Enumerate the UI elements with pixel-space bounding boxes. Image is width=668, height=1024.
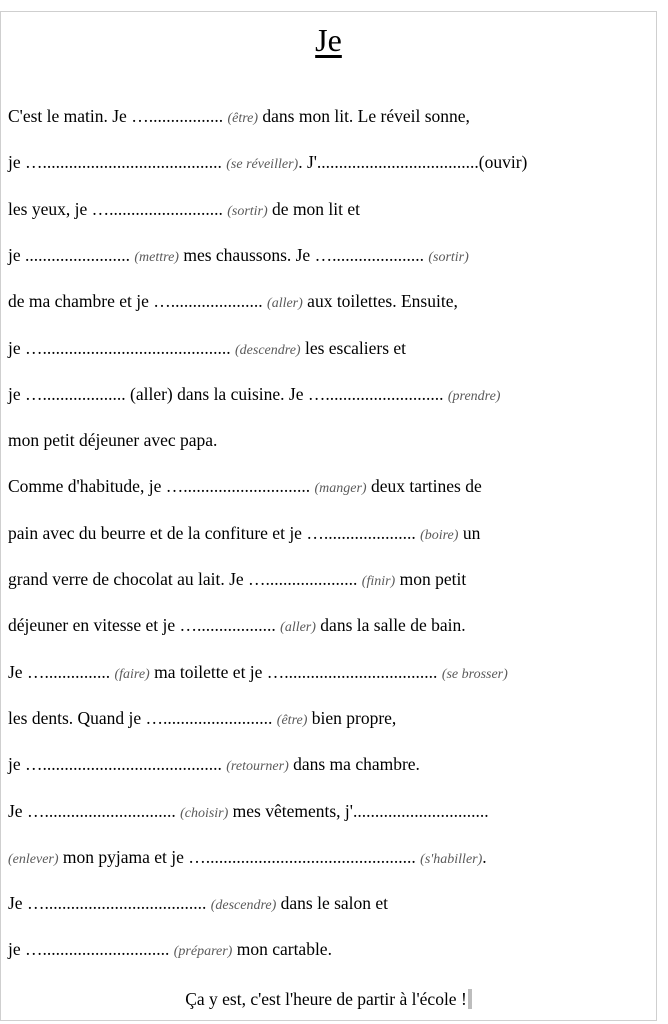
exercise-line (8, 474, 482, 501)
line-text: mon pyjama et je …................................................ (58, 846, 421, 867)
verb-hint: (être) (276, 712, 308, 728)
exercise-line (8, 382, 500, 409)
line-text: pain avec du beurre et de la confiture et je …..................... (8, 522, 421, 543)
line-text: C'est le matin. Je …................. (8, 106, 228, 126)
line-text: je …........................................... (8, 337, 236, 358)
exercise-line (8, 937, 332, 964)
exercise-line (8, 567, 466, 594)
text-cursor (468, 989, 472, 1009)
verb-hint: (manger) (314, 481, 367, 497)
verb-hint: (prendre) (447, 388, 501, 404)
line-text: mon petit (395, 569, 467, 589)
verb-hint: (sortir) (428, 249, 469, 265)
closing-sentence (1, 987, 656, 1011)
verb-hint: (aller) (267, 296, 303, 312)
verb-hint: (boire) (420, 527, 459, 543)
line-text: Je ….............................. (8, 800, 181, 821)
verb-hint: (choisir) (180, 805, 229, 821)
line-text: aux toilettes. Ensuite, (302, 291, 458, 312)
line-text: je …............................. (8, 939, 174, 960)
worksheet-page (0, 11, 657, 1021)
line-text: ma toilette et je …................................... (149, 661, 442, 682)
line-text: . J'.....................................(ouvir) (298, 152, 528, 173)
line-text: dans le salon et (276, 893, 389, 914)
line-text: dans la salle de bain. (315, 615, 466, 636)
exercise-line (8, 289, 458, 316)
verb-hint: (se réveiller) (226, 157, 299, 173)
line-text: dans ma chambre. (288, 754, 420, 775)
exercise-line (8, 150, 527, 177)
line-text: dans mon lit. Le réveil sonne, (258, 106, 470, 126)
exercise-line (8, 613, 466, 640)
verb-hint: (finir) (361, 574, 396, 589)
exercise-line (8, 660, 508, 687)
line-text: deux tartines de (366, 476, 482, 497)
line-text: Je …..................................... (8, 893, 211, 914)
verb-hint: (descendre) (235, 342, 301, 358)
verb-hint: (enlever) (8, 851, 59, 867)
line-text: mon petit déjeuner avec papa. (8, 430, 218, 451)
line-text: Comme d'habitude, je …............................. (8, 476, 315, 497)
line-text: les escaliers et (300, 337, 407, 358)
line-text: grand verre de chocolat au lait. Je …..................... (8, 569, 362, 589)
line-text: . (482, 846, 487, 867)
exercise-line (8, 521, 480, 548)
verb-hint: (mettre) (134, 249, 179, 265)
line-text: mon cartable. (232, 939, 332, 960)
line-text: Je …............... (8, 661, 115, 682)
line-text: un (458, 522, 481, 543)
exercise-line (8, 243, 469, 270)
verb-hint: (sortir) (227, 203, 268, 219)
exercise-line (8, 891, 388, 918)
verb-hint: (descendre) (210, 898, 277, 914)
verb-hint: (préparer) (173, 944, 233, 960)
exercise-line (8, 706, 396, 733)
line-text: les yeux, je ….......................... (8, 198, 228, 219)
exercise-line (8, 845, 487, 872)
verb-hint: (aller) (280, 620, 316, 636)
verb-hint: (retourner) (226, 759, 289, 775)
line-text: déjeuner en vitesse et je ….................. (8, 615, 281, 636)
line-text: je …......................................... (8, 152, 227, 173)
exercise-line (8, 428, 217, 452)
exercise-line (8, 336, 406, 363)
verb-hint: (s'habiller) (420, 851, 483, 867)
exercise-line (8, 197, 360, 224)
line-text: les dents. Quand je …......................... (8, 707, 277, 728)
line-text: je …......................................... (8, 754, 227, 775)
page-title: Je (315, 22, 342, 58)
line-text: de mon lit et (267, 198, 361, 219)
line-text: mes chaussons. Je …..................... (178, 244, 429, 265)
exercise-line (8, 752, 420, 779)
line-text: de ma chambre et je …..................... (8, 291, 268, 312)
verb-hint: (faire) (114, 666, 150, 682)
exercise-line (8, 799, 489, 826)
line-text: je …................... (aller) dans la cuisine. Je …........................... (8, 383, 448, 404)
line-text: bien propre, (307, 707, 397, 728)
verb-hint: (être) (227, 111, 259, 126)
exercise-line (8, 104, 470, 131)
closing-text: Ça y est, c'est l'heure de partir à l'école ! (185, 989, 467, 1009)
line-text: je ........................ (8, 244, 135, 265)
line-text: mes vêtements, j'............................... (228, 800, 489, 821)
verb-hint: (se brosser) (441, 666, 508, 682)
